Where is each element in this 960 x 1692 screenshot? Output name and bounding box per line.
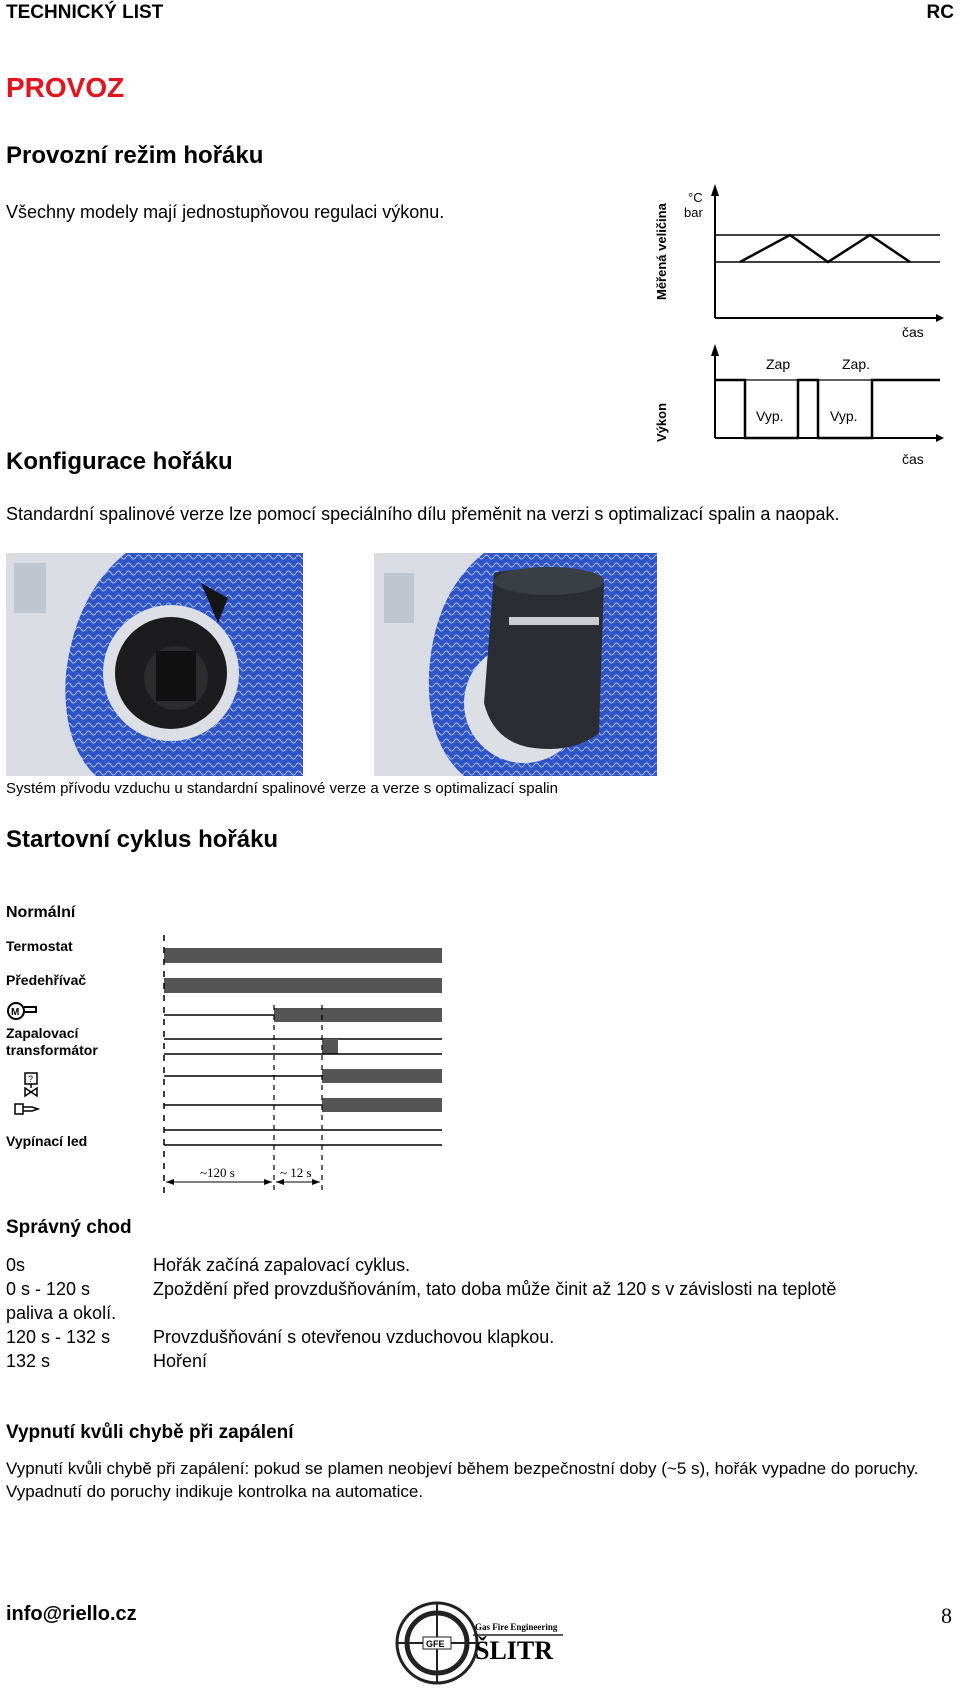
- motor-icon: [6, 1000, 38, 1027]
- logo-mark: GFE: [426, 1639, 445, 1649]
- config-text: Standardní spalinové verze lze pomocí speciálního dílu přeměnit na verzi s optimalizací spalin a naopak.: [6, 504, 840, 524]
- correct-desc-4: Hoření: [153, 1351, 208, 1371]
- time-label-purge: ~ 12 s: [280, 1165, 312, 1180]
- chart-off-label-2: Vyp.: [830, 408, 858, 424]
- chart-y1-unit-2: bar: [684, 205, 703, 220]
- correct-desc-3: Provzdušňování s otevřenou vzduchovou klapkou.: [153, 1327, 555, 1347]
- config-title: Konfigurace hořáku: [6, 448, 233, 475]
- doc-header-code: RC: [926, 2, 954, 23]
- mode-text: Všechny modely mají jednostupňovou regulaci výkonu.: [6, 202, 445, 222]
- section-title: PROVOZ: [6, 72, 125, 103]
- burner-photo-standard: [6, 553, 303, 776]
- correct-desc-2: Zpoždění před provzdušňováním, tato doba může činit až 120 s v závislosti na teplotě: [153, 1279, 837, 1299]
- row-label-flame-relay: Vypínací led: [6, 1133, 88, 1149]
- correct-desc-1: Hořák začíná zapalovací cyklus.: [153, 1255, 411, 1275]
- start-title: Startovní cyklus hořáku: [6, 826, 279, 853]
- correct-time-2: 0 s - 120 s: [6, 1279, 91, 1299]
- chart-y1-unit-1: °C: [688, 190, 703, 205]
- row-label-transformer: Zapalovací transformátor: [6, 1025, 98, 1058]
- correct-desc-2b: paliva a okolí.: [6, 1303, 117, 1323]
- svg-text:?: ?: [28, 1074, 34, 1084]
- chart-off-label-1: Vyp.: [756, 408, 784, 424]
- correct-time-4: 132 s: [6, 1351, 51, 1371]
- row-label-preheater: Předehřívač: [6, 972, 87, 988]
- chart-on-label-1: Zap: [766, 356, 791, 372]
- correct-title: Správný chod: [6, 1217, 132, 1238]
- correct-time-1: 0s: [6, 1255, 26, 1275]
- chart-on-label-2: Zap.: [842, 356, 871, 372]
- fault-text: Vypnutí kvůli chybě při zapálení: pokud se plamen neobjeví během bezpečnostní doby (~5 s), hořák vypadne do poruchy. Vypadnutí do poruchy indikuje kontrolka na automatice.: [6, 1459, 919, 1501]
- regulation-chart: [640, 180, 945, 470]
- correct-time-3: 120 s - 132 s: [6, 1327, 111, 1347]
- doc-header-title: TECHNICKÝ LIST: [6, 2, 164, 23]
- time-label-prepurge: ~120 s: [200, 1165, 235, 1180]
- logo-tagline: Gas Fire Engineering: [475, 1622, 558, 1632]
- start-cycle-diagram: [160, 935, 450, 1195]
- footer-email[interactable]: info@riello.cz: [6, 1603, 137, 1625]
- chart-y1-label: Měřená veličina: [654, 203, 669, 300]
- burner-photo-optimized: [374, 553, 657, 776]
- logo-name: ŠLITR: [475, 1636, 554, 1665]
- config-caption: Systém přívodu vzduchu u standardní spalinové verze a verze s optimalizací spalin: [6, 780, 558, 797]
- fault-title: Vypnutí kvůli chybě při zapálení: [6, 1422, 294, 1443]
- page-number: 8: [941, 1603, 952, 1628]
- valve-icon: [22, 1072, 40, 1103]
- chart-x-label-1: čas: [902, 324, 924, 340]
- slitr-logo: [395, 1597, 575, 1689]
- nozzle-icon: [14, 1102, 40, 1121]
- row-label-thermostat: Termostat: [6, 938, 73, 954]
- chart-y2-label: Výkon: [654, 402, 669, 442]
- mode-title: Provozní režim hořáku: [6, 142, 264, 169]
- chart-x-label-2: čas: [902, 451, 924, 467]
- svg-text:M: M: [11, 1007, 20, 1018]
- start-subtitle: Normální: [6, 904, 76, 921]
